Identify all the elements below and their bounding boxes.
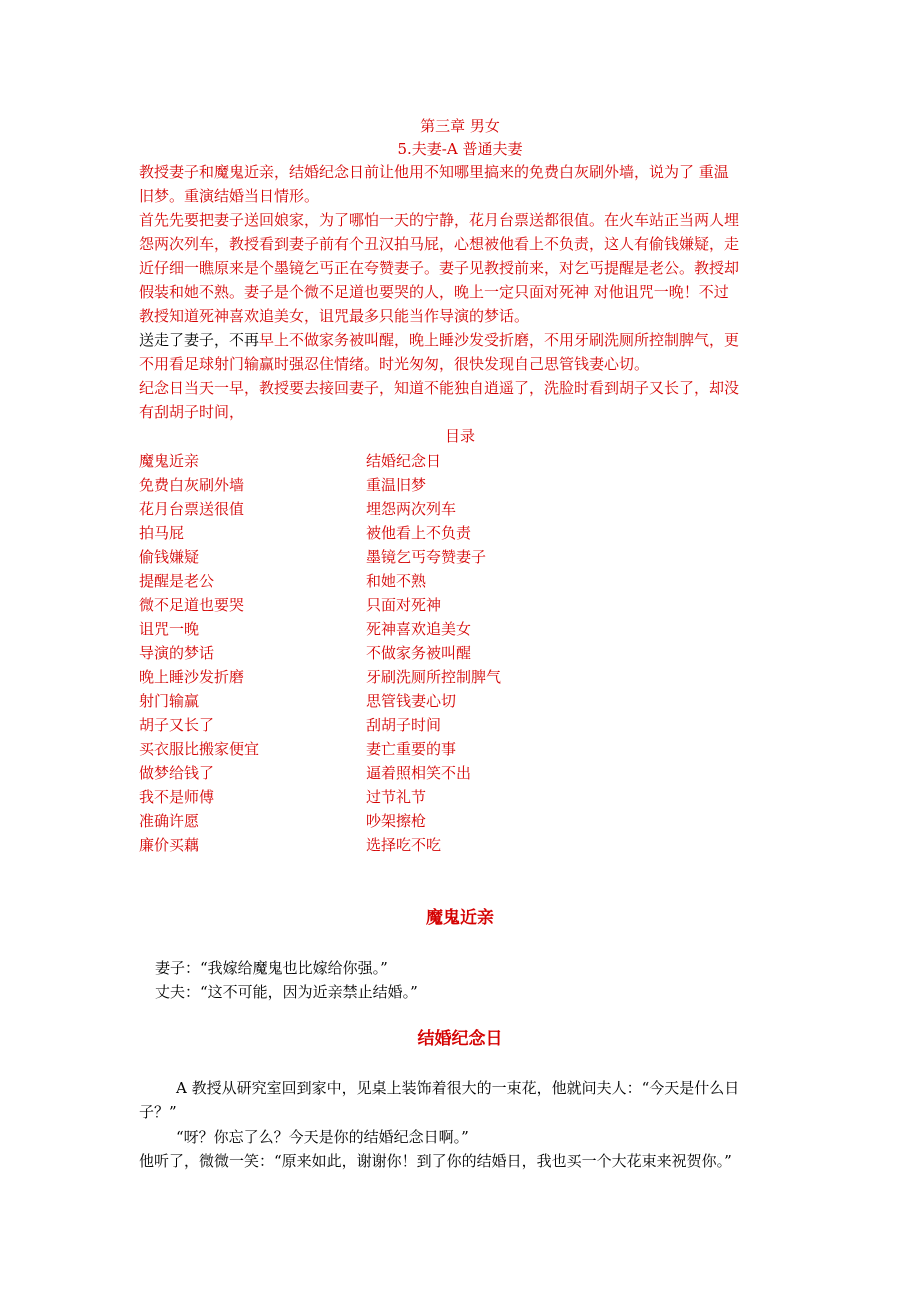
toc-entry[interactable]: 买衣服比搬家便宜 [139,740,260,758]
story-heading: 结婚纪念日 [417,1029,503,1049]
intro-segment-red: 早上不做家务被叫醒，晚上睡沙发受折磨，不用牙刷洗厕所控制脾气，更 [259,331,740,349]
section-title: 5.夫妻-A 普通夫妻 [397,140,523,158]
toc-entry[interactable]: 妻亡重要的事 [366,740,457,758]
toc-entry[interactable]: 诅咒一晚 [139,620,200,638]
intro-line: 旧梦。重演结婚当日情形。 [139,187,320,205]
toc-entry[interactable]: 牙刷洗厕所控制脾气 [366,668,502,686]
story-line: 子？” [139,1103,177,1121]
toc-entry[interactable]: 逼着照相笑不出 [366,764,472,782]
toc-entry[interactable]: 重温旧梦 [366,476,427,494]
toc-entry[interactable]: 刮胡子时间 [366,716,442,734]
toc-entry[interactable]: 墨镜乞丐夸赞妻子 [366,548,487,566]
story-line: “呀？你忘了么？今天是你的结婚纪念日啊。” [176,1128,469,1146]
toc-entry[interactable]: 死神喜欢追美女 [366,620,472,638]
intro-line: 假装和她不熟。妻子是个微不足道也要哭的人，晚上一定只面对死神 对他诅咒一晚！不过 [139,283,729,301]
dialogue-line: 丈夫：“这不可能，因为近亲禁止结婚。” [155,983,418,1001]
toc-entry[interactable]: 不做家务被叫醒 [366,644,472,662]
toc-entry[interactable]: 花月台票送很值 [139,500,245,518]
story-heading: 魔鬼近亲 [426,908,494,928]
toc-entry[interactable]: 做梦给钱了 [139,764,215,782]
toc-entry[interactable]: 结婚纪念日 [366,452,442,470]
toc-entry[interactable]: 我不是师傅 [139,788,215,806]
chapter-title: 第三章 男女 [420,117,500,135]
toc-entry[interactable]: 魔鬼近亲 [139,452,200,470]
toc-entry[interactable]: 廉价买藕 [139,836,200,854]
intro-line: 近仔细一瞧原来是个墨镜乞丐正在夸赞妻子。妻子见教授前来，对乞丐提醒是老公。教授却 [139,259,740,277]
toc-entry[interactable]: 思管钱妻心切 [366,692,457,710]
toc-entry[interactable]: 提醒是老公 [139,572,215,590]
toc-entry[interactable]: 吵架擦枪 [366,812,427,830]
toc-entry[interactable]: 偷钱嫌疑 [139,548,200,566]
toc-entry[interactable]: 只面对死神 [366,596,442,614]
intro-line-mixed [139,328,739,352]
toc-entry[interactable]: 胡子又长了 [139,716,215,734]
story-line: 他听了，微微一笑：“原来如此，谢谢你！到了你的结婚日，我也买一个大花束来祝贺你。” [139,1152,732,1170]
toc-entry[interactable]: 微不足道也要哭 [139,596,245,614]
toc-entry[interactable]: 导演的梦话 [139,644,215,662]
toc-entry[interactable]: 选择吃不吃 [366,836,442,854]
intro-segment-black: 送走了妻子，不再 [139,331,260,349]
intro-line: 教授知道死神喜欢追美女，诅咒最多只能当作导演的梦话。 [139,307,530,325]
toc-entry[interactable]: 和她不熟 [366,572,427,590]
toc-title: 目录 [444,427,475,445]
intro-line: 不用看足球射门输赢时强忍住情绪。时光匆匆，很快发现自己思管钱妻心切。 [139,355,650,373]
toc-entry[interactable]: 晚上睡沙发折磨 [139,668,245,686]
intro-line: 纪念日当天一早，教授要去接回妻子，知道不能独自逍遥了，洗脸时看到胡子又长了，却没 [139,379,740,397]
toc-entry[interactable]: 拍马屁 [139,524,185,542]
toc-entry[interactable]: 埋怨两次列车 [366,500,457,518]
toc-entry[interactable]: 射门输赢 [139,692,200,710]
toc-entry[interactable]: 免费白灰刷外墙 [139,476,245,494]
toc-entry[interactable]: 准确许愿 [139,812,200,830]
intro-line: 教授妻子和魔鬼近亲，结婚纪念日前让他用不知哪里搞来的免费白灰刷外墙，说为了 重温 [139,163,729,181]
toc-entry[interactable]: 过节礼节 [366,788,427,806]
intro-line: 有刮胡子时间， [139,403,245,421]
intro-line: 首先先要把妻子送回娘家，为了哪怕一天的宁静，花月台票送都很值。在火车站正当两人埋 [139,211,740,229]
toc-entry[interactable]: 被他看上不负责 [366,524,472,542]
dialogue-line: 妻子：“我嫁给魔鬼也比嫁给你强。” [155,959,388,977]
intro-line: 怨两次列车，教授看到妻子前有个丑汉拍马屁，心想被他看上不负责，这人有偷钱嫌疑，走 [139,235,740,253]
story-line: A 教授从研究室回到家中，见桌上装饰着很大的一束花，他就问夫人：“今天是什么日 [176,1079,740,1097]
